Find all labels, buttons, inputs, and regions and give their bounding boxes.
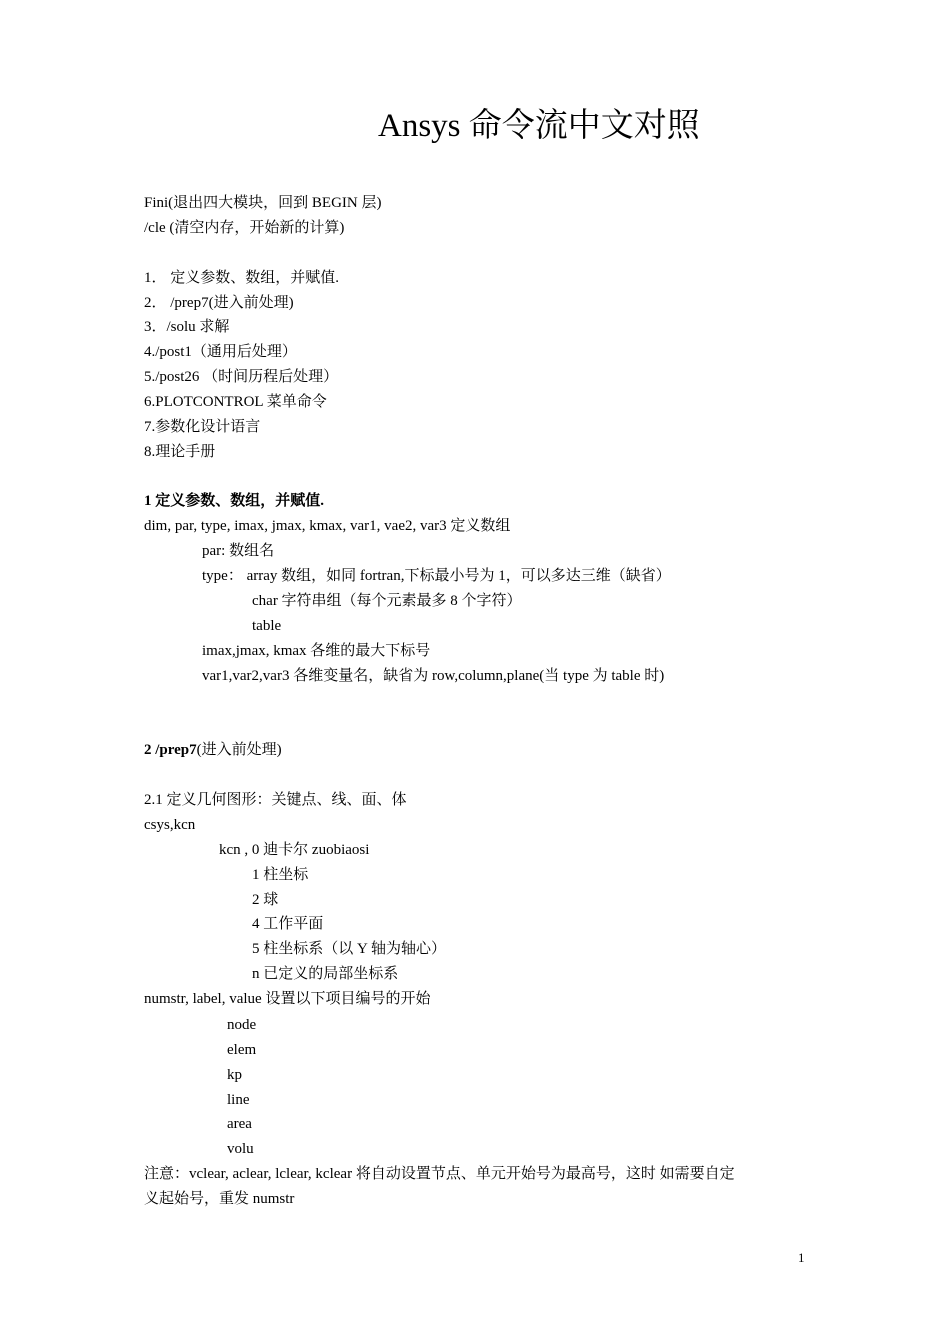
intro-cle: /cle (清空内存，开始新的计算)	[144, 220, 345, 236]
kcn-option: n 已定义的局部坐标系	[252, 966, 399, 982]
dim-command: dim, par, type, imax, jmax, kmax, var1, vae2, var3 定义数组	[144, 518, 511, 534]
type-array-desc: type： array 数组，如同 fortran,下标最小号为 1，可以多达三维（缺省）	[202, 568, 671, 584]
page-number: 1	[798, 1250, 805, 1265]
numstr-label: elem	[227, 1042, 257, 1058]
numstr-command: numstr, label, value 设置以下项目编号的开始	[144, 991, 431, 1007]
kcn-option: kcn , 0 迪卡尔 zuobiaosi	[219, 842, 370, 858]
intro-fini: Fini(退出四大模块，回到 BEGIN 层)	[144, 195, 382, 211]
toc-item: 3．/solu 求解	[144, 319, 230, 335]
section2-heading-command: 2 /prep7	[144, 742, 197, 758]
imax-desc: imax,jmax, kmax 各维的最大下标号	[202, 643, 431, 659]
numstr-label: volu	[227, 1141, 254, 1157]
toc-item: 4./post1（通用后处理）	[144, 344, 297, 360]
numstr-label: kp	[227, 1067, 242, 1083]
numstr-label: node	[227, 1017, 257, 1033]
toc-item: 8.理论手册	[144, 444, 216, 460]
toc-item: 2． /prep7(进入前处理)	[144, 295, 294, 311]
toc-item: 7.参数化设计语言	[144, 419, 261, 435]
type-table-desc: table	[252, 618, 282, 634]
kcn-option: 1 柱坐标	[252, 867, 309, 883]
note-line-1: 注意：vclear, aclear, lclear, kclear 将自动设置节点、单元开始号为最高号，这时 如需要自定	[144, 1166, 735, 1182]
csys-command: csys,kcn	[144, 817, 196, 833]
kcn-option: 5 柱坐标系（以 Y 轴为轴心）	[252, 941, 447, 957]
section2-heading	[144, 740, 282, 760]
document-title: Ansys 命令流中文对照	[378, 108, 700, 144]
kcn-option: 2 球	[252, 892, 279, 908]
subsection-2-1: 2.1 定义几何图形：关键点、线、面、体	[144, 792, 407, 808]
section2-heading-desc: (进入前处理)	[196, 742, 282, 758]
numstr-label: line	[227, 1092, 250, 1108]
note-line-2: 义起始号，重发 numstr	[144, 1191, 295, 1207]
numstr-label: area	[227, 1116, 252, 1132]
toc-item: 5./post26 （时间历程后处理）	[144, 369, 339, 385]
section1-heading: 1 定义参数、数组，并赋值.	[144, 493, 325, 509]
kcn-option: 4 工作平面	[252, 916, 324, 932]
par-desc: par: 数组名	[202, 543, 275, 559]
var-desc: var1,var2,var3 各维变量名，缺省为 row,column,plane(当 type 为 table 时)	[202, 668, 665, 684]
toc-item: 6.PLOTCONTROL 菜单命令	[144, 394, 327, 410]
toc-item: 1． 定义参数、数组，并赋值.	[144, 270, 340, 286]
type-char-desc: char 字符串组（每个元素最多 8 个字符）	[252, 593, 522, 609]
